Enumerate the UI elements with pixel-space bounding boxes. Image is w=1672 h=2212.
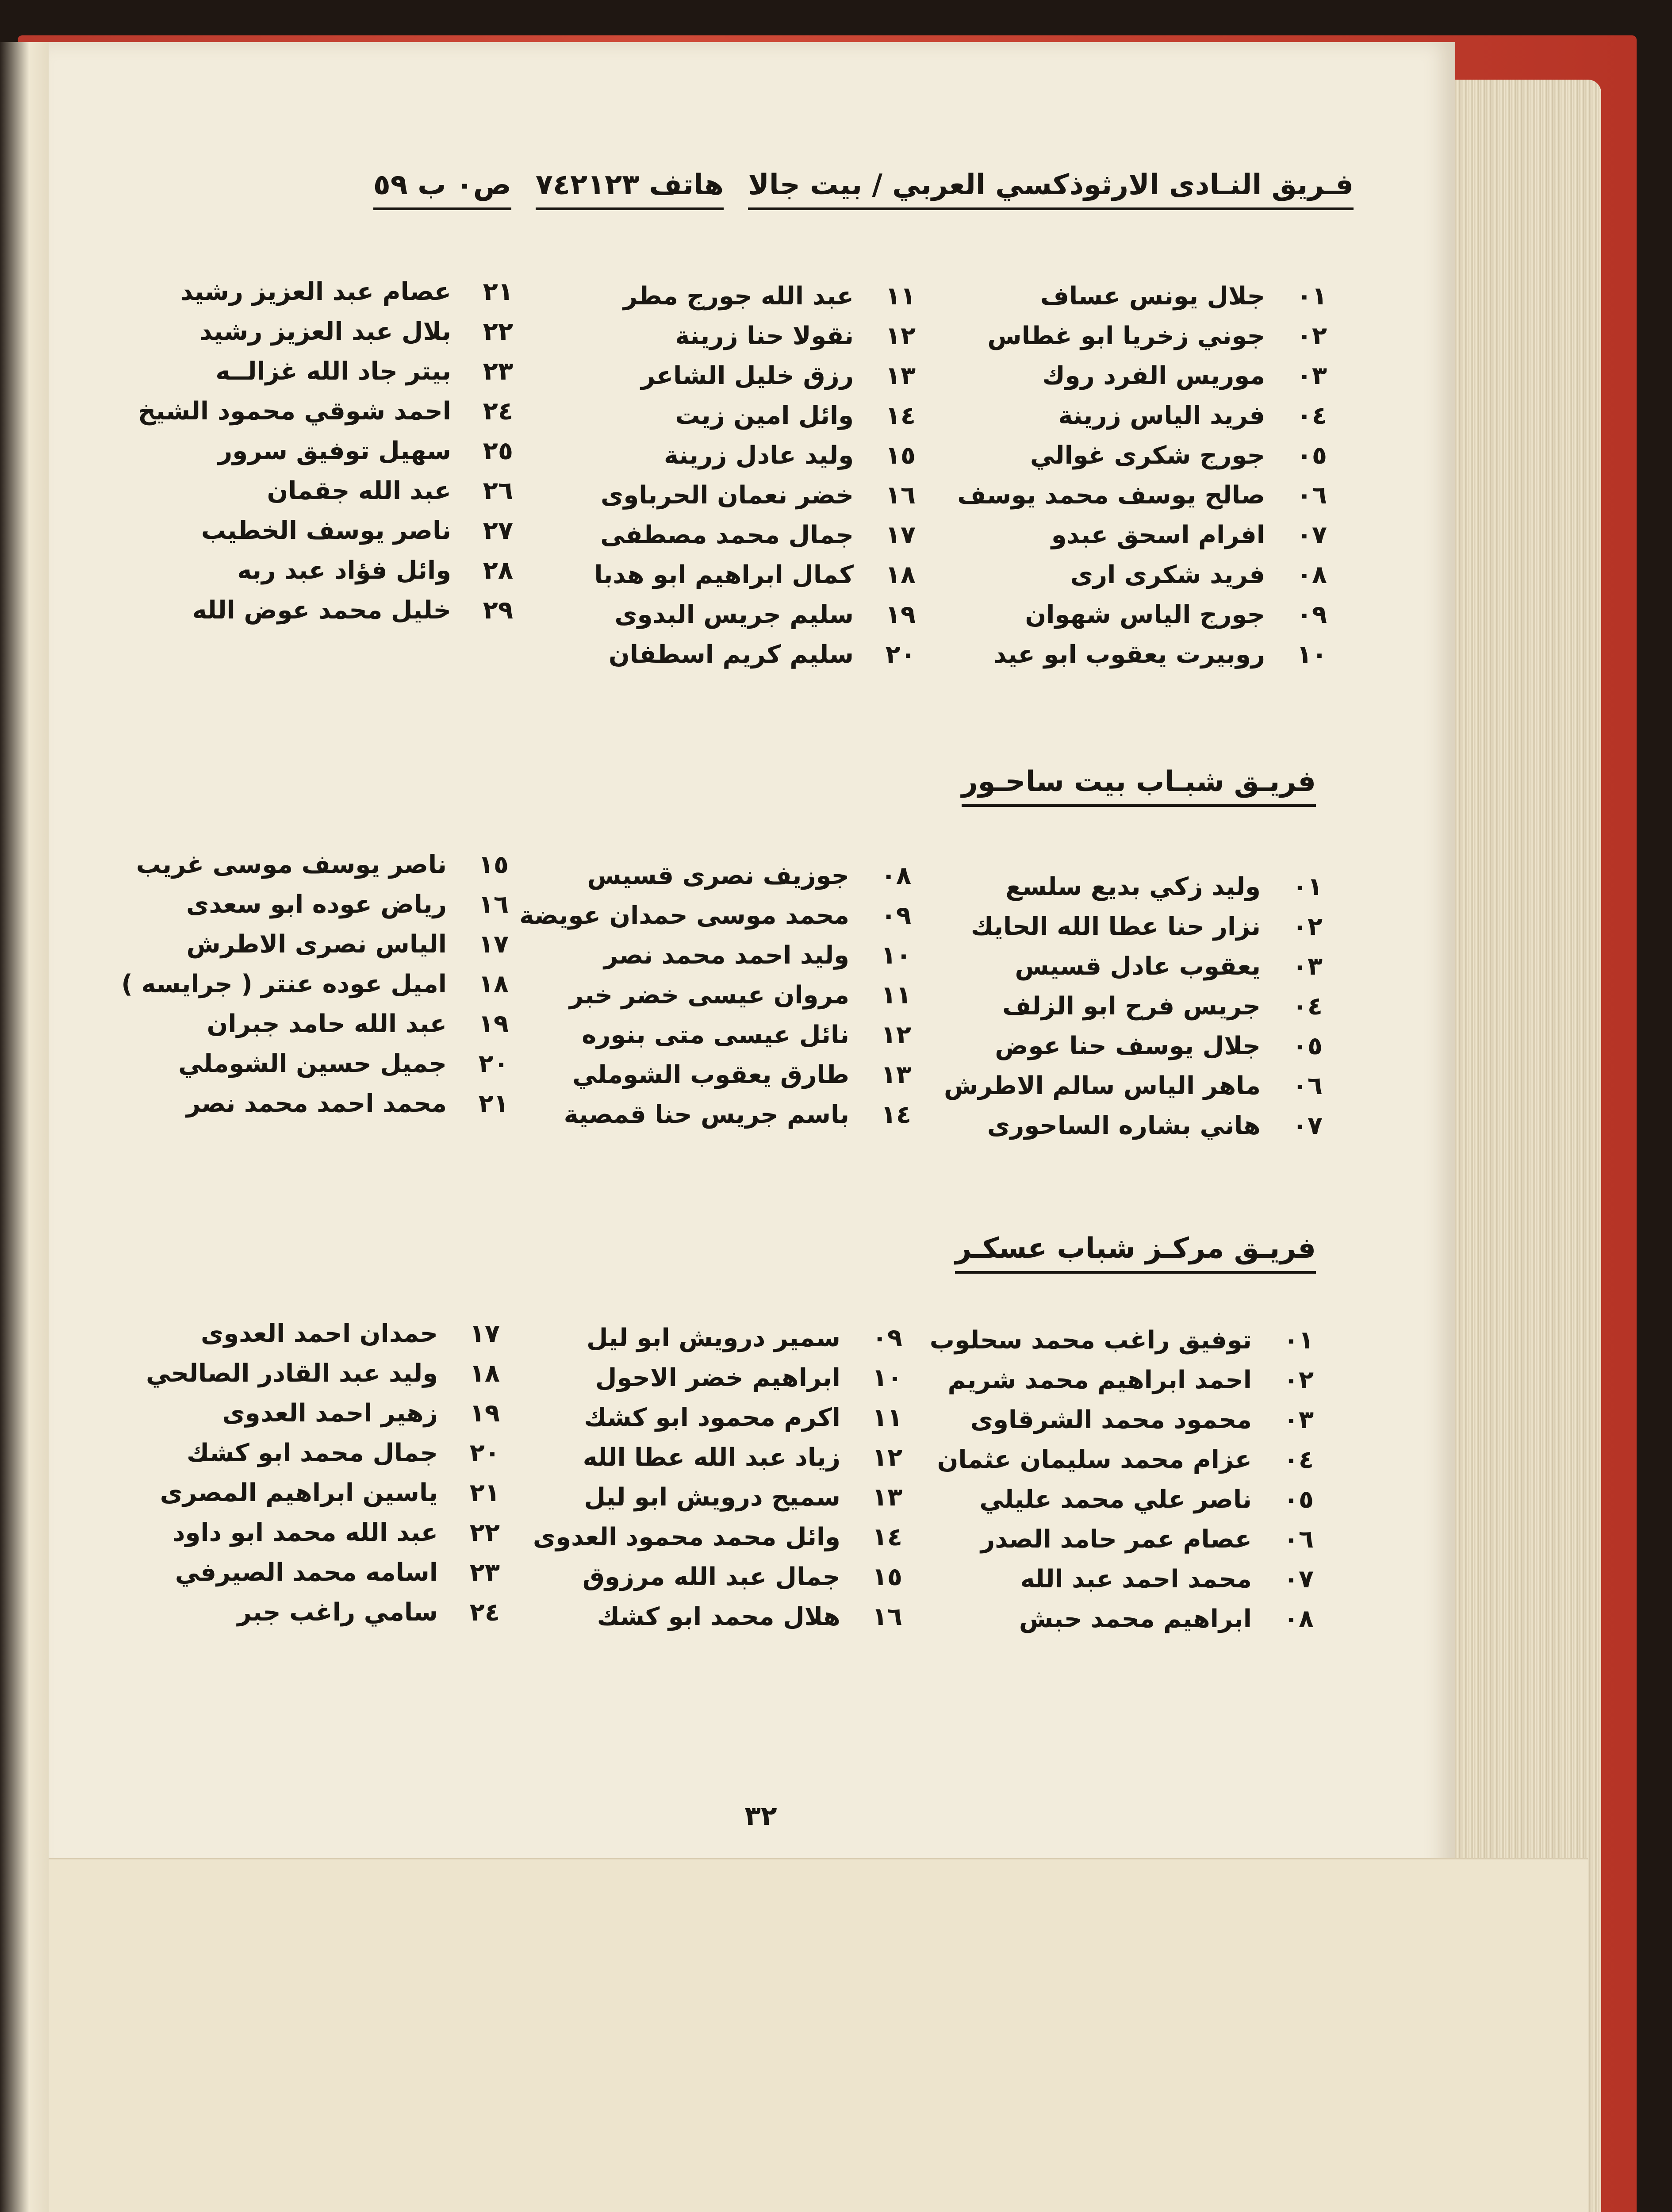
player-number: ١٢ bbox=[885, 322, 916, 350]
player-name: زياد عبد الله عطا الله bbox=[583, 1443, 840, 1472]
roster-entry bbox=[594, 476, 916, 515]
roster-entry bbox=[957, 515, 1327, 555]
player-number: ٢٧ bbox=[483, 516, 513, 545]
player-number: ١٦ bbox=[872, 1602, 902, 1631]
roster-entry bbox=[138, 511, 513, 551]
player-number: ٢٠ bbox=[469, 1439, 500, 1467]
player-name: بلال عبد العزيز رشيد bbox=[199, 317, 451, 346]
section2-title-underline bbox=[962, 804, 1316, 807]
player-number: ٠١ bbox=[1292, 872, 1323, 901]
roster-entry bbox=[594, 316, 916, 356]
player-number: ١٣ bbox=[872, 1483, 902, 1512]
player-name: باسم جريس حنا قمصية bbox=[564, 1100, 849, 1129]
player-number: ٢٤ bbox=[469, 1598, 500, 1627]
header-phone: هاتف ٧٤٢١٢٣ bbox=[536, 169, 724, 210]
section2-title bbox=[962, 765, 1316, 807]
roster-entry bbox=[138, 431, 513, 471]
section3-column-3 bbox=[146, 1314, 500, 1632]
roster-entry bbox=[519, 1055, 911, 1095]
player-name: يعقوب عادل قسيس bbox=[1015, 952, 1261, 981]
player-name: عبد الله محمد ابو داود bbox=[172, 1518, 438, 1547]
roster-entry bbox=[930, 1440, 1314, 1480]
player-number: ٠٣ bbox=[1292, 952, 1323, 981]
section3-title-underline bbox=[955, 1271, 1316, 1274]
player-name: عصام عبد العزيز رشيد bbox=[180, 277, 451, 306]
roster-entry bbox=[594, 555, 916, 595]
section2-title-text: فريـق شبـاب بيت ساحـور bbox=[961, 765, 1316, 798]
roster-entry bbox=[957, 635, 1327, 675]
roster-entry bbox=[138, 272, 513, 312]
roster-entry bbox=[944, 987, 1323, 1026]
player-name: وليد عبد القادر الصالحي bbox=[146, 1359, 438, 1388]
player-number: ١٩ bbox=[478, 1010, 509, 1038]
player-name: جمال محمد ابو كشك bbox=[187, 1439, 438, 1467]
player-name: عصام عمر حامد الصدر bbox=[980, 1525, 1252, 1554]
player-name: نزار حنا عطا الله الحايك bbox=[970, 912, 1261, 941]
section1-column-3 bbox=[138, 272, 513, 630]
section2-column-2 bbox=[519, 856, 911, 1135]
player-number: ٢٨ bbox=[483, 556, 513, 585]
section2-column-1 bbox=[944, 867, 1323, 1146]
player-number: ٠٢ bbox=[1296, 322, 1327, 350]
roster-entry bbox=[121, 845, 509, 885]
player-name: عزام محمد سليمان عثمان bbox=[937, 1445, 1252, 1474]
player-number: ٠١ bbox=[1283, 1326, 1314, 1355]
roster-entry bbox=[519, 936, 911, 975]
roster-entry bbox=[930, 1480, 1314, 1520]
roster-entry bbox=[930, 1321, 1314, 1360]
player-name: نقولا حنا زرينة bbox=[675, 322, 854, 350]
player-name: وليد زكي بديع سلسع bbox=[1005, 872, 1261, 901]
roster-entry bbox=[594, 515, 916, 555]
player-name: حمدان احمد العدوى bbox=[201, 1319, 438, 1348]
player-number: ١٤ bbox=[872, 1523, 902, 1551]
roster-entry bbox=[944, 1026, 1323, 1066]
player-name: جورج شكرى غوالي bbox=[1030, 441, 1265, 470]
player-number: ٠٢ bbox=[1292, 912, 1323, 941]
roster-entry bbox=[146, 1593, 500, 1632]
player-name: عبد الله جقمان bbox=[267, 476, 451, 505]
section3-title-text: فريـق مركـز شباب عسكـر bbox=[955, 1232, 1316, 1265]
player-name: ابراهيم محمد حبش bbox=[1019, 1605, 1252, 1633]
section3-column-2 bbox=[533, 1318, 902, 1637]
player-number: ٢٣ bbox=[469, 1558, 500, 1587]
roster-entry bbox=[519, 975, 911, 1015]
player-name: محمود محمد الشرقاوى bbox=[970, 1406, 1252, 1434]
player-number: ٠٣ bbox=[1283, 1406, 1314, 1434]
roster-entry bbox=[957, 276, 1327, 316]
player-number: ١٩ bbox=[469, 1399, 500, 1428]
player-number: ٢٥ bbox=[483, 437, 513, 465]
roster-entry bbox=[138, 312, 513, 352]
roster-entry bbox=[121, 1084, 509, 1124]
player-name: وليد عادل زرينة bbox=[664, 441, 854, 470]
roster-entry bbox=[519, 856, 911, 896]
player-number: ١٨ bbox=[469, 1359, 500, 1388]
player-name: فريد الياس زرينة bbox=[1058, 401, 1265, 430]
player-number: ٠١ bbox=[1296, 282, 1327, 311]
roster-entry bbox=[533, 1358, 902, 1398]
player-name: ياسين ابراهيم المصرى bbox=[160, 1479, 438, 1507]
player-name: توفيق راغب محمد سحلوب bbox=[929, 1326, 1252, 1355]
player-number: ١٠ bbox=[872, 1363, 902, 1392]
player-name: جوزيف نصرى قسيس bbox=[587, 861, 849, 890]
player-number: ٢١ bbox=[469, 1479, 500, 1507]
roster-entry bbox=[957, 396, 1327, 436]
player-name: ماهر الياس سالم الاطرش bbox=[943, 1071, 1261, 1100]
roster-entry bbox=[944, 1106, 1323, 1146]
roster-entry bbox=[138, 471, 513, 511]
player-name: جوني زخريا ابو غطاس bbox=[987, 322, 1265, 350]
player-name: جمال محمد مصطفى bbox=[600, 521, 854, 549]
player-number: ٢٤ bbox=[483, 397, 513, 426]
player-name: محمد موسى حمدان عويضة bbox=[519, 901, 849, 930]
player-number: ١٧ bbox=[478, 930, 509, 959]
player-number: ٠٢ bbox=[1283, 1366, 1314, 1394]
player-name: سامي راغب جبر bbox=[237, 1598, 438, 1627]
page-header bbox=[373, 157, 1354, 210]
player-number: ١٨ bbox=[885, 561, 916, 589]
player-number: ١٤ bbox=[881, 1100, 911, 1129]
player-name: اسامه محمد الصيرفي bbox=[175, 1558, 438, 1587]
player-name: سهيل توفيق سرور bbox=[218, 437, 451, 465]
player-name: وائل فؤاد عبد ربه bbox=[237, 556, 451, 585]
player-name: روبيرت يعقوب ابو عيد bbox=[993, 640, 1265, 669]
player-name: رزق خليل الشاعر bbox=[641, 361, 854, 390]
player-number: ٢٢ bbox=[469, 1518, 500, 1547]
header-pobox: ص٠ ب ٥٩ bbox=[373, 169, 511, 210]
roster-entry bbox=[138, 591, 513, 630]
roster-entry bbox=[944, 867, 1323, 907]
player-name: فريد شكرى ارى bbox=[1070, 561, 1265, 589]
roster-entry bbox=[519, 896, 911, 936]
player-number: ١٦ bbox=[885, 481, 916, 510]
player-name: اكرم محمود ابو كشك bbox=[584, 1403, 840, 1432]
roster-entry bbox=[594, 436, 916, 476]
player-number: ٠٧ bbox=[1296, 521, 1327, 549]
player-name: صالح يوسف محمد يوسف bbox=[957, 481, 1265, 510]
player-number: ١٣ bbox=[881, 1060, 911, 1089]
player-name: جميل حسين الشوملي bbox=[178, 1049, 447, 1078]
roster-entry bbox=[930, 1559, 1314, 1599]
player-number: ٠٥ bbox=[1292, 1032, 1323, 1060]
player-name: رياض عوده ابو سعدى bbox=[186, 890, 447, 919]
player-number: ١٠ bbox=[881, 941, 911, 970]
player-number: ٠٦ bbox=[1292, 1071, 1323, 1100]
player-number: ٠٦ bbox=[1283, 1525, 1314, 1554]
player-number: ١٣ bbox=[885, 361, 916, 390]
player-number: ١١ bbox=[872, 1403, 902, 1432]
roster-entry bbox=[533, 1478, 902, 1517]
roster-entry bbox=[146, 1354, 500, 1394]
player-name: سميح درويش ابو ليل bbox=[584, 1483, 840, 1512]
player-number: ٠٥ bbox=[1296, 441, 1327, 470]
player-name: هلال محمد ابو كشك bbox=[597, 1602, 840, 1631]
roster-entry bbox=[121, 1004, 509, 1044]
player-name: ناصر يوسف الخطيب bbox=[201, 516, 451, 545]
player-name: وائل محمد محمود العدوى bbox=[533, 1523, 840, 1551]
player-name: جلال يونس عساف bbox=[1040, 282, 1265, 311]
player-number: ٠٤ bbox=[1296, 401, 1327, 430]
player-number: ٠٨ bbox=[881, 861, 911, 890]
player-number: ١٦ bbox=[478, 890, 509, 919]
roster-entry bbox=[944, 1066, 1323, 1106]
player-name: هاني بشاره الساحورى bbox=[987, 1111, 1261, 1140]
player-name: افرام اسحق عبدو bbox=[1051, 521, 1265, 549]
roster-entry bbox=[957, 436, 1327, 476]
roster-entry bbox=[146, 1433, 500, 1473]
player-number: ٠٦ bbox=[1296, 481, 1327, 510]
section3-title bbox=[955, 1232, 1316, 1274]
player-number: ٢٣ bbox=[483, 357, 513, 386]
player-number: ٢٢ bbox=[483, 317, 513, 346]
roster-entry bbox=[533, 1398, 902, 1438]
player-number: ٠٧ bbox=[1283, 1565, 1314, 1594]
player-name: وليد احمد محمد نصر bbox=[604, 941, 849, 970]
roster-entry bbox=[594, 276, 916, 316]
player-number: ١٢ bbox=[872, 1443, 902, 1472]
player-number: ٠٩ bbox=[1296, 600, 1327, 629]
roster-entry bbox=[533, 1517, 902, 1557]
player-name: سمير درويش ابو ليل bbox=[587, 1324, 840, 1352]
roster-entry bbox=[957, 555, 1327, 595]
player-number: ١١ bbox=[881, 981, 911, 1010]
roster-entry bbox=[533, 1597, 902, 1637]
roster-entry bbox=[957, 316, 1327, 356]
roster-entry bbox=[930, 1400, 1314, 1440]
player-number: ١٥ bbox=[478, 850, 509, 879]
player-number: ١٨ bbox=[478, 970, 509, 998]
player-number: ١٩ bbox=[885, 600, 916, 629]
player-number: ١١ bbox=[885, 282, 916, 311]
player-name: وائل امين زيت bbox=[675, 401, 854, 430]
player-name: عبد الله جورج مطر bbox=[623, 282, 854, 311]
roster-entry bbox=[121, 885, 509, 925]
roster-entry bbox=[533, 1557, 902, 1597]
player-name: مروان عيسى خضر خبر bbox=[569, 981, 849, 1010]
player-number: ٠٧ bbox=[1292, 1111, 1323, 1140]
roster-entry bbox=[930, 1599, 1314, 1639]
section2-column-3 bbox=[121, 845, 509, 1124]
player-name: خضر نعمان الحرباوى bbox=[601, 481, 854, 510]
player-name: جمال عبد الله مرزوق bbox=[582, 1563, 840, 1591]
player-number: ٠٣ bbox=[1296, 361, 1327, 390]
player-number: ٠٨ bbox=[1296, 561, 1327, 589]
roster-entry bbox=[957, 595, 1327, 635]
roster-entry bbox=[138, 352, 513, 392]
player-number: ٢١ bbox=[478, 1089, 509, 1118]
player-name: خليل محمد عوض الله bbox=[192, 596, 451, 625]
roster-entry bbox=[138, 392, 513, 431]
roster-entry bbox=[944, 947, 1323, 987]
header-team: فـريق النـادى الارثوذكسي العربي / بيت جالا bbox=[748, 169, 1354, 210]
player-name: محمد احمد محمد نصر bbox=[186, 1089, 447, 1118]
player-number: ٠٤ bbox=[1283, 1445, 1314, 1474]
roster-entry bbox=[121, 1044, 509, 1084]
player-number: ١٥ bbox=[872, 1563, 902, 1591]
roster-entry bbox=[930, 1520, 1314, 1559]
roster-entry bbox=[594, 595, 916, 635]
player-number: ٠٩ bbox=[872, 1324, 902, 1352]
player-name: جريس فرح ابو الزلف bbox=[1002, 992, 1261, 1021]
player-name: نائل عيسى متى بنوره bbox=[582, 1021, 849, 1049]
player-number: ١٤ bbox=[885, 401, 916, 430]
player-name: زهير احمد العدوى bbox=[222, 1399, 438, 1428]
player-name: طارق يعقوب الشوملي bbox=[572, 1060, 849, 1089]
section1-column-1 bbox=[957, 276, 1327, 675]
player-number: ٠٥ bbox=[1283, 1485, 1314, 1514]
roster-entry bbox=[533, 1438, 902, 1478]
player-name: اميل عوده عنتر ( جرايسه ) bbox=[121, 970, 447, 998]
player-name: احمد شوقي محمود الشيخ bbox=[138, 397, 451, 426]
player-number: ٠٤ bbox=[1292, 992, 1323, 1021]
player-name: جلال يوسف حنا عوض bbox=[995, 1032, 1261, 1060]
roster-entry bbox=[594, 356, 916, 396]
roster-entry bbox=[146, 1314, 500, 1354]
player-number: ٢٦ bbox=[483, 476, 513, 505]
roster-entry bbox=[594, 396, 916, 436]
roster-entry bbox=[944, 907, 1323, 947]
player-number: ٢٠ bbox=[478, 1049, 509, 1078]
roster-entry bbox=[957, 356, 1327, 396]
player-number: ٠٩ bbox=[881, 901, 911, 930]
page-number: ٣٢ bbox=[744, 1801, 777, 1832]
player-name: محمد احمد عبد الله bbox=[1020, 1565, 1252, 1594]
section1-column-2 bbox=[594, 276, 916, 675]
player-number: ٠٨ bbox=[1283, 1605, 1314, 1633]
player-name: ابراهيم خضر الاحول bbox=[595, 1363, 840, 1392]
player-number: ١٠ bbox=[1296, 640, 1327, 669]
player-name: موريس الفرد روك bbox=[1042, 361, 1265, 390]
player-name: كمال ابراهيم ابو هدبا bbox=[594, 561, 854, 589]
player-number: ١٥ bbox=[885, 441, 916, 470]
player-number: ٢٩ bbox=[483, 596, 513, 625]
player-number: ٢١ bbox=[483, 277, 513, 306]
roster-entry bbox=[533, 1318, 902, 1358]
player-name: بيتر جاد الله غزالــه bbox=[215, 357, 451, 386]
player-name: ناصر يوسف موسى غريب bbox=[136, 850, 447, 879]
roster-entry bbox=[138, 551, 513, 591]
player-number: ١٧ bbox=[885, 521, 916, 549]
player-name: ناصر علي محمد عليلي bbox=[979, 1485, 1252, 1514]
roster-entry bbox=[594, 635, 916, 675]
roster-entry bbox=[146, 1513, 500, 1553]
section3-column-1 bbox=[930, 1321, 1314, 1639]
player-name: جورج الياس شهوان bbox=[1025, 600, 1265, 629]
player-name: الياس نصرى الاطرش bbox=[186, 930, 447, 959]
player-name: عبد الله حامد جبران bbox=[207, 1010, 447, 1038]
player-number: ١٢ bbox=[881, 1021, 911, 1049]
roster-entry bbox=[146, 1394, 500, 1433]
player-name: سليم كريم اسطفان bbox=[609, 640, 854, 669]
roster-entry bbox=[121, 964, 509, 1004]
player-name: سليم جريس البدوى bbox=[614, 600, 854, 629]
player-number: ١٧ bbox=[469, 1319, 500, 1348]
roster-entry bbox=[146, 1553, 500, 1593]
roster-entry bbox=[146, 1473, 500, 1513]
roster-entry bbox=[519, 1095, 911, 1135]
roster-entry bbox=[930, 1360, 1314, 1400]
player-name: احمد ابراهيم محمد شريم bbox=[947, 1366, 1252, 1394]
roster-entry bbox=[121, 925, 509, 964]
player-number: ٢٠ bbox=[885, 640, 916, 669]
roster-entry bbox=[519, 1015, 911, 1055]
roster-entry bbox=[957, 476, 1327, 515]
